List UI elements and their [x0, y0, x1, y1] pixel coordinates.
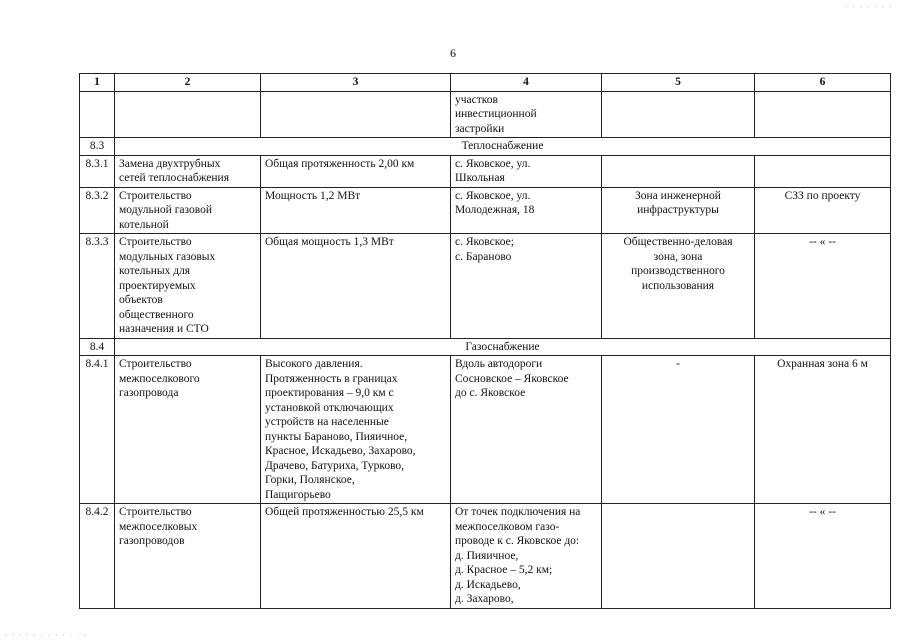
- cell-line: модульной газовой: [119, 204, 213, 216]
- table-cell: [602, 155, 755, 187]
- table-cell: [80, 91, 115, 138]
- cell-line: д. Пияичное,: [455, 549, 519, 562]
- cell-line: газопроводов: [119, 535, 185, 547]
- header-cell: 2: [115, 74, 261, 92]
- cell-line: Вдоль автодороги: [455, 358, 543, 370]
- section-row: [80, 138, 891, 156]
- table-row: [80, 187, 891, 234]
- cell-line: межпоселковых: [119, 520, 198, 533]
- table-cell: [602, 504, 755, 609]
- cell-line: Замена двухтрубных: [119, 157, 221, 170]
- cell-line: проектирования – 9,0 км с: [265, 387, 394, 399]
- table-cell: [115, 356, 261, 504]
- cell-line: с. Яковское, ул.: [455, 189, 531, 202]
- cell-line: с. Яковское;: [455, 236, 514, 248]
- cell-line: пункты Бараново, Пияичное,: [265, 430, 408, 443]
- cell-line: до с. Яковское: [455, 387, 526, 399]
- table-cell: [261, 504, 451, 609]
- cell-line: -: [676, 358, 680, 370]
- cell-line: назначения и СТО: [119, 323, 209, 335]
- cell-line: Зона инженерной: [635, 189, 721, 202]
- table-cell: 8.3: [80, 138, 115, 156]
- table-cell: [755, 155, 891, 187]
- table-cell: [755, 234, 891, 339]
- cell-line: Драчево, Батуриха, Турково,: [265, 459, 405, 472]
- header-cell: 6: [755, 74, 891, 92]
- table-cell: [451, 356, 602, 504]
- cell-line: Общая протяженность 2,00 км: [265, 157, 415, 170]
- cell-line: Строительство: [119, 189, 192, 202]
- table-cell: [451, 155, 602, 187]
- table-cell: 8.4.2: [80, 504, 115, 609]
- scan-noise: · · · · · · ·: [845, 2, 893, 12]
- cell-line: производственного: [631, 265, 725, 277]
- table-cell: [451, 504, 602, 609]
- cell-line: -- « --: [809, 236, 836, 248]
- header-row: [80, 74, 891, 92]
- table-cell: [602, 356, 755, 504]
- cell-line: Молодежная, 18: [455, 204, 535, 216]
- cell-line: д. Искадьево,: [455, 578, 521, 591]
- cell-line: проводе к с. Яковское до:: [455, 535, 580, 547]
- cell-line: Общей протяженностью 25,5 км: [265, 506, 424, 518]
- cell-line: с. Яковское, ул.: [455, 157, 531, 170]
- table-row: [80, 504, 891, 609]
- cell-line: установкой отключающих: [265, 401, 394, 414]
- infrastructure-table: [79, 73, 891, 609]
- table-cell: [261, 187, 451, 234]
- scan-noise: · · · · · · · · · · · ·: [4, 630, 88, 640]
- cell-line: Охранная зона 6 м: [777, 358, 868, 370]
- table-cell: [115, 504, 261, 609]
- table-cell: [115, 234, 261, 339]
- cell-line: Сосновское – Яковское: [455, 372, 569, 385]
- table-cell: [115, 91, 261, 138]
- cell-line: д. Красное – 5,2 км;: [455, 564, 553, 576]
- cell-line: межпоселкового: [119, 372, 200, 385]
- cell-line: сетей теплоснабжения: [119, 172, 229, 184]
- table-cell: [755, 356, 891, 504]
- header-cell: 3: [261, 74, 451, 92]
- cell-line: Высокого давления.: [265, 358, 363, 370]
- table-cell: Теплоснабжение: [115, 138, 891, 156]
- cell-line: котельной: [119, 218, 169, 231]
- cell-line: зона, зона: [653, 250, 703, 263]
- table-cell: [451, 91, 602, 138]
- table-row: [80, 91, 891, 138]
- table-cell: [261, 356, 451, 504]
- page-number: 6: [450, 46, 456, 60]
- section-row: [80, 338, 891, 356]
- header-cell: 1: [80, 74, 115, 92]
- cell-line: От точек подключения на: [455, 506, 581, 518]
- table-cell: 8.4.1: [80, 356, 115, 504]
- table-cell: 8.3.1: [80, 155, 115, 187]
- table-row: [80, 356, 891, 504]
- cell-line: -- « --: [809, 506, 836, 518]
- cell-line: инвестиционной: [455, 108, 537, 120]
- cell-line: застройки: [455, 122, 505, 135]
- table-cell: [602, 234, 755, 339]
- cell-line: участков: [455, 93, 498, 106]
- cell-line: Мощность 1,2 МВт: [265, 189, 361, 202]
- table-cell: [261, 91, 451, 138]
- cell-line: модульных газовых: [119, 250, 216, 263]
- cell-line: д. Захарово,: [455, 593, 514, 605]
- cell-line: с. Бараново: [455, 250, 512, 263]
- cell-line: использования: [641, 279, 715, 292]
- cell-line: Школьная: [455, 172, 505, 184]
- table-cell: [115, 187, 261, 234]
- table-cell: [451, 187, 602, 234]
- cell-line: котельных для: [119, 265, 191, 277]
- cell-line: Строительство: [119, 358, 192, 370]
- cell-line: инфраструктуры: [637, 204, 719, 216]
- table-row: [80, 234, 891, 339]
- cell-line: газопровода: [119, 387, 179, 399]
- table-cell: [451, 234, 602, 339]
- header-cell: 5: [602, 74, 755, 92]
- table-cell: [602, 187, 755, 234]
- cell-line: устройств на населенные: [265, 416, 389, 428]
- cell-line: Общая мощность 1,3 МВт: [265, 236, 394, 248]
- table-cell: [755, 91, 891, 138]
- cell-line: Протяженность в границах: [265, 372, 398, 385]
- table-cell: Газоснабжение: [115, 338, 891, 356]
- cell-line: СЗЗ по проекту: [784, 189, 861, 202]
- cell-line: Строительство: [119, 236, 192, 248]
- cell-line: Красное, Искадьево, Захарово,: [265, 445, 416, 457]
- cell-line: Горки, Полянское,: [265, 474, 355, 486]
- cell-line: Строительство: [119, 506, 192, 518]
- table-cell: [755, 187, 891, 234]
- table-cell: 8.3.3: [80, 234, 115, 339]
- cell-line: объектов: [119, 294, 163, 306]
- cell-line: Общественно-деловая: [623, 236, 733, 248]
- table-cell: [261, 155, 451, 187]
- table-cell: 8.4: [80, 338, 115, 356]
- table-row: [80, 155, 891, 187]
- header-cell: 4: [451, 74, 602, 92]
- table-cell: [261, 234, 451, 339]
- table-cell: [115, 155, 261, 187]
- table-cell: [602, 91, 755, 138]
- cell-line: межпоселковом газо-: [455, 520, 560, 533]
- cell-line: общественного: [119, 308, 194, 321]
- cell-line: проектируемых: [119, 279, 196, 292]
- cell-line: Пащигорьево: [265, 488, 331, 501]
- table-cell: 8.3.2: [80, 187, 115, 234]
- table-cell: [755, 504, 891, 609]
